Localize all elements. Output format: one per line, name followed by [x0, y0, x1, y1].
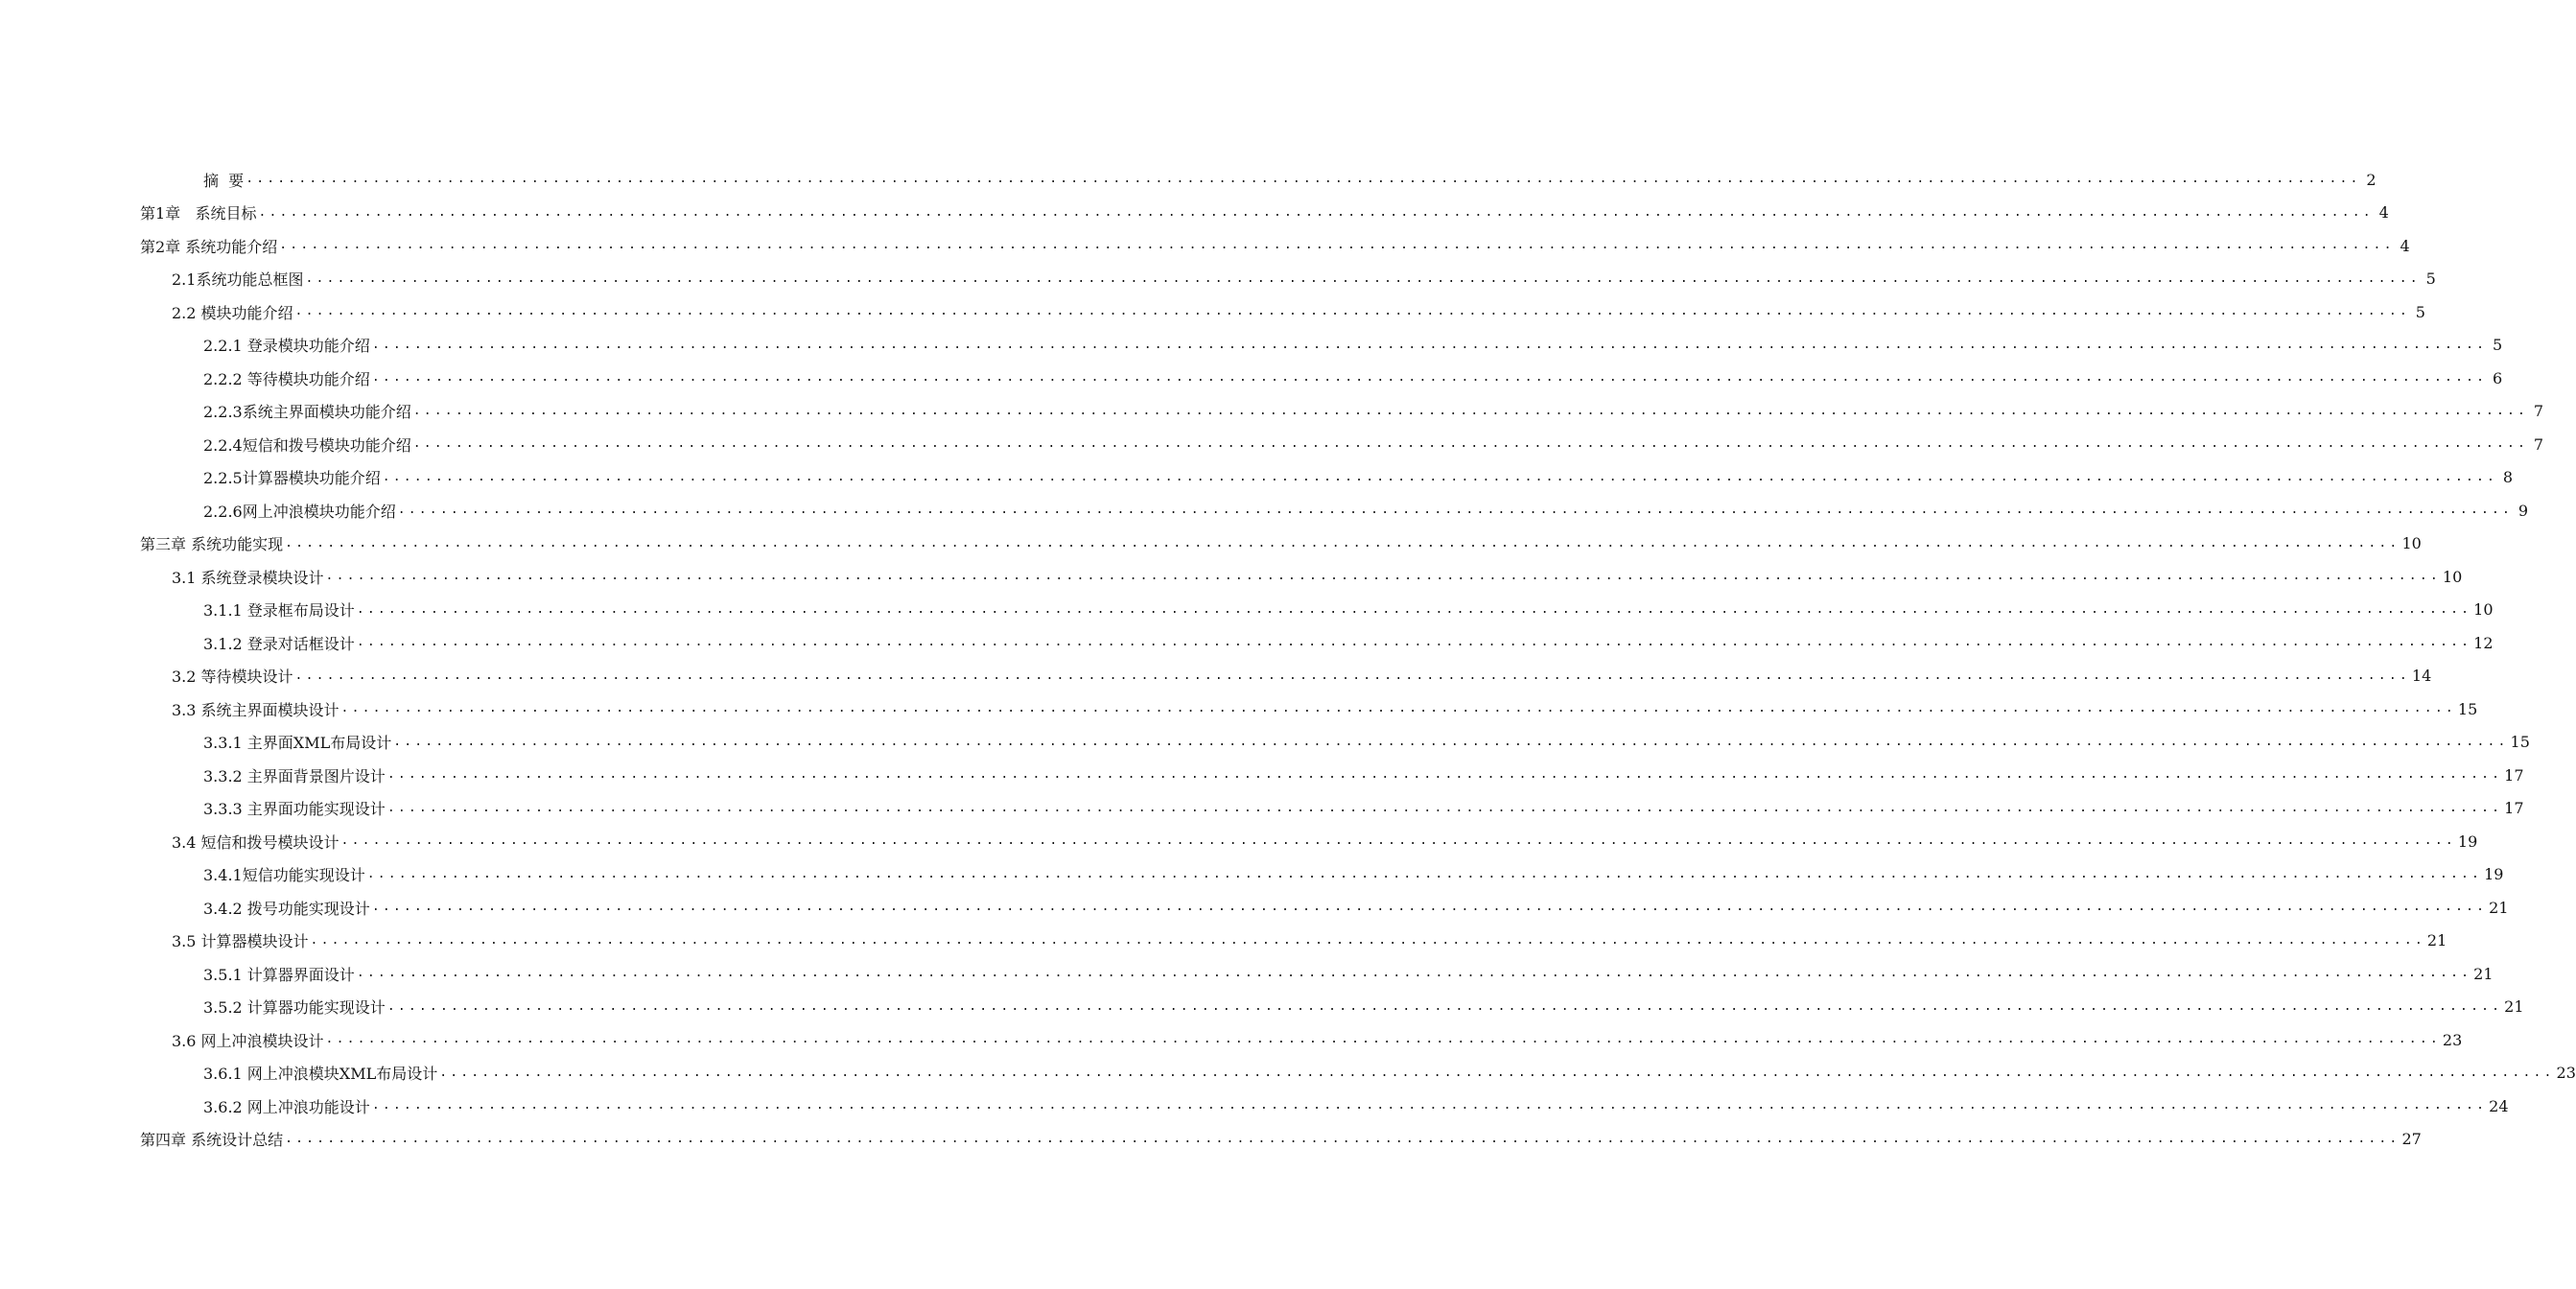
toc-dot-leader: ........................................................................................................................................................................................................ — [285, 535, 2400, 551]
toc-entry[interactable] — [0, 792, 2524, 826]
toc-entry-title: 3.3.3 主界面功能实现设计 — [203, 800, 386, 819]
toc-entry-page-number: 12 — [2473, 633, 2494, 652]
toc-dot-leader: ........................................................................................................................................................................................................ — [340, 833, 2456, 849]
toc-entry-title: 2.2 模块功能介绍 — [172, 303, 293, 322]
toc-entry-title: 第1章 系统目标 — [140, 204, 257, 223]
toc-entry-page-number: 5 — [2415, 302, 2425, 321]
toc-entry-page-number: 10 — [2401, 534, 2422, 553]
toc-dot-leader: ........................................................................................................................................................................................................ — [382, 469, 2498, 484]
toc-entry-title: 3.5.2 计算器功能实现设计 — [203, 998, 386, 1018]
toc-dot-leader: ........................................................................................................................................................................................................ — [371, 1098, 2488, 1113]
toc-entry-title: 3.3.1 主界面XML布局设计 — [203, 734, 392, 753]
toc-dot-leader: ........................................................................................................................................................................................................ — [412, 403, 2529, 418]
toc-entry-title: 3.1.2 登录对话框设计 — [203, 634, 355, 653]
toc-entry[interactable] — [0, 660, 2432, 693]
table-of-contents — [0, 163, 2576, 1156]
toc-dot-leader: ........................................................................................................................................................................................................ — [325, 1032, 2441, 1047]
toc-entry-page-number: 17 — [2504, 765, 2524, 785]
toc-dot-leader: ........................................................................................................................................................................................................ — [386, 998, 2503, 1014]
toc-entry[interactable] — [0, 1090, 2509, 1123]
toc-dot-leader: ........................................................................................................................................................................................................ — [371, 337, 2488, 352]
toc-entry-page-number: 10 — [2442, 567, 2463, 586]
toc-entry[interactable] — [0, 626, 2494, 660]
toc-dot-leader: ........................................................................................................................................................................................................ — [386, 767, 2503, 783]
toc-entry[interactable] — [0, 925, 2447, 958]
toc-entry[interactable] — [0, 527, 2422, 561]
toc-dot-leader: ........................................................................................................................................................................................................ — [356, 635, 2472, 650]
toc-entry-title: 2.1系统功能总框图 — [172, 270, 304, 290]
toc-dot-leader: ........................................................................................................................................................................................................ — [371, 900, 2488, 915]
toc-entry-title: 第三章 系统功能实现 — [140, 535, 284, 554]
toc-dot-leader: ........................................................................................................................................................................................................ — [258, 204, 2374, 220]
toc-entry-title: 2.2.2 等待模块功能介绍 — [203, 369, 370, 388]
toc-dot-leader: ........................................................................................................................................................................................................ — [356, 966, 2472, 981]
toc-dot-leader: ........................................................................................................................................................................................................ — [439, 1065, 2555, 1080]
toc-entry-page-number: 5 — [2492, 336, 2503, 355]
toc-dot-leader: ........................................................................................................................................................................................................ — [294, 668, 2410, 683]
toc-entry-title: 3.6.1 网上冲浪模块XML布局设计 — [203, 1065, 438, 1084]
toc-entry[interactable] — [0, 461, 2514, 495]
toc-entry-page-number: 23 — [2442, 1030, 2463, 1049]
toc-entry-title: 3.3.2 主界面背景图片设计 — [203, 766, 386, 785]
toc-entry[interactable] — [0, 197, 2389, 230]
toc-dot-leader: ........................................................................................................................................................................................................ — [366, 866, 2483, 881]
toc-entry[interactable] — [0, 395, 2544, 429]
toc-entry-title: 3.5 计算器模块设计 — [172, 932, 309, 951]
toc-dot-leader: ........................................................................................................................................................................................................ — [310, 932, 2425, 948]
toc-entry-page-number: 15 — [2510, 733, 2530, 752]
toc-entry-page-number: 23 — [2556, 1064, 2576, 1083]
toc-entry-title: 第四章 系统设计总结 — [140, 1131, 284, 1150]
toc-entry-page-number: 4 — [2378, 203, 2389, 223]
toc-entry[interactable] — [0, 163, 2377, 197]
toc-entry[interactable] — [0, 759, 2524, 792]
toc-entry-page-number: 10 — [2473, 600, 2494, 620]
toc-entry-page-number: 21 — [2504, 997, 2524, 1017]
toc-entry-page-number: 2 — [2366, 170, 2377, 189]
toc-dot-leader: ........................................................................................................................................................................................................ — [294, 304, 2410, 319]
toc-entry-page-number: 4 — [2400, 236, 2410, 255]
toc-dot-leader: ........................................................................................................................................................................................................ — [371, 370, 2488, 386]
toc-entry-title: 2.2.6网上冲浪模块功能介绍 — [203, 502, 396, 521]
toc-entry[interactable] — [0, 594, 2494, 627]
toc-entry-page-number: 5 — [2425, 270, 2436, 289]
toc-entry-title: 3.6 网上冲浪模块设计 — [172, 1031, 324, 1050]
toc-entry-page-number: 7 — [2533, 434, 2544, 454]
toc-entry-title: 3.6.2 网上冲浪功能设计 — [203, 1097, 370, 1116]
toc-entry-page-number: 19 — [2457, 832, 2478, 851]
toc-entry-page-number: 14 — [2411, 667, 2432, 686]
toc-entry[interactable] — [0, 362, 2503, 395]
toc-entry-page-number: 6 — [2492, 368, 2503, 387]
toc-entry[interactable] — [0, 229, 2410, 263]
toc-entry-page-number: 17 — [2504, 799, 2524, 818]
toc-entry-page-number: 15 — [2457, 699, 2478, 718]
toc-entry-title: 2.2.4短信和拨号模块功能介绍 — [203, 435, 411, 455]
toc-entry[interactable] — [0, 957, 2494, 991]
toc-entry-page-number: 7 — [2533, 402, 2544, 421]
toc-entry-title: 3.3 系统主界面模块设计 — [172, 700, 340, 719]
toc-entry-title: 3.4 短信和拨号模块设计 — [172, 832, 340, 852]
toc-entry[interactable] — [0, 295, 2425, 329]
toc-entry[interactable] — [0, 263, 2436, 296]
toc-dot-leader: ........................................................................................................................................................................................................ — [386, 800, 2503, 815]
toc-entry-page-number: 21 — [2426, 931, 2447, 950]
toc-entry-title: 第2章 系统功能介绍 — [140, 237, 278, 256]
toc-dot-leader: ........................................................................................................................................................................................................ — [393, 734, 2509, 749]
toc-entry-title: 2.2.1 登录模块功能介绍 — [203, 337, 370, 356]
toc-entry[interactable] — [0, 991, 2524, 1024]
toc-entry-page-number: 21 — [2473, 964, 2494, 983]
toc-entry[interactable] — [0, 428, 2544, 461]
toc-entry-title: 2.2.3系统主界面模块功能介绍 — [203, 403, 411, 422]
toc-dot-leader: ........................................................................................................................................................................................................ — [285, 1131, 2400, 1146]
toc-entry-title: 3.4.1短信功能实现设计 — [203, 866, 365, 885]
toc-entry-title: 3.1.1 登录框布局设计 — [203, 601, 355, 621]
toc-entry[interactable] — [0, 891, 2509, 925]
toc-dot-leader: ........................................................................................................................................................................................................ — [356, 601, 2472, 617]
toc-dot-leader: ........................................................................................................................................................................................................ — [325, 569, 2441, 584]
toc-dot-leader: ........................................................................................................................................................................................................ — [279, 238, 2395, 253]
toc-entry-title: 3.2 等待模块设计 — [172, 668, 293, 687]
toc-entry-title: 3.4.2 拨号功能实现设计 — [203, 899, 370, 918]
toc-entry[interactable] — [0, 1123, 2422, 1157]
toc-entry[interactable] — [0, 692, 2478, 726]
toc-dot-leader: ........................................................................................................................................................................................................ — [340, 701, 2456, 716]
toc-entry[interactable] — [0, 1023, 2463, 1057]
toc-dot-leader: ........................................................................................................................................................................................................ — [412, 436, 2529, 452]
toc-entry-title: 3.5.1 计算器界面设计 — [203, 965, 355, 984]
toc-entry[interactable] — [0, 726, 2530, 760]
toc-dot-leader: ........................................................................................................................................................................................................ — [397, 503, 2514, 518]
toc-entry[interactable] — [0, 825, 2478, 858]
toc-entry[interactable] — [0, 494, 2529, 527]
toc-dot-leader: ........................................................................................................................................................................................................ — [305, 270, 2421, 286]
toc-entry[interactable] — [0, 560, 2463, 594]
toc-entry-page-number: 27 — [2401, 1130, 2422, 1149]
toc-entry-title: 3.1 系统登录模块设计 — [172, 568, 324, 587]
toc-entry-page-number: 21 — [2489, 898, 2509, 917]
toc-entry[interactable] — [0, 329, 2503, 363]
toc-entry-page-number: 24 — [2489, 1096, 2509, 1115]
toc-entry[interactable] — [0, 858, 2504, 892]
toc-entry[interactable] — [0, 1057, 2576, 1090]
toc-entry-title: 2.2.5计算器模块功能介绍 — [203, 469, 381, 488]
toc-entry-page-number: 9 — [2517, 501, 2529, 520]
toc-entry-title: 摘 要 — [203, 171, 245, 190]
toc-entry-page-number: 8 — [2502, 468, 2514, 487]
toc-dot-leader: ........................................................................................................................................................................................................ — [246, 172, 2361, 187]
toc-entry-page-number: 19 — [2484, 865, 2504, 884]
